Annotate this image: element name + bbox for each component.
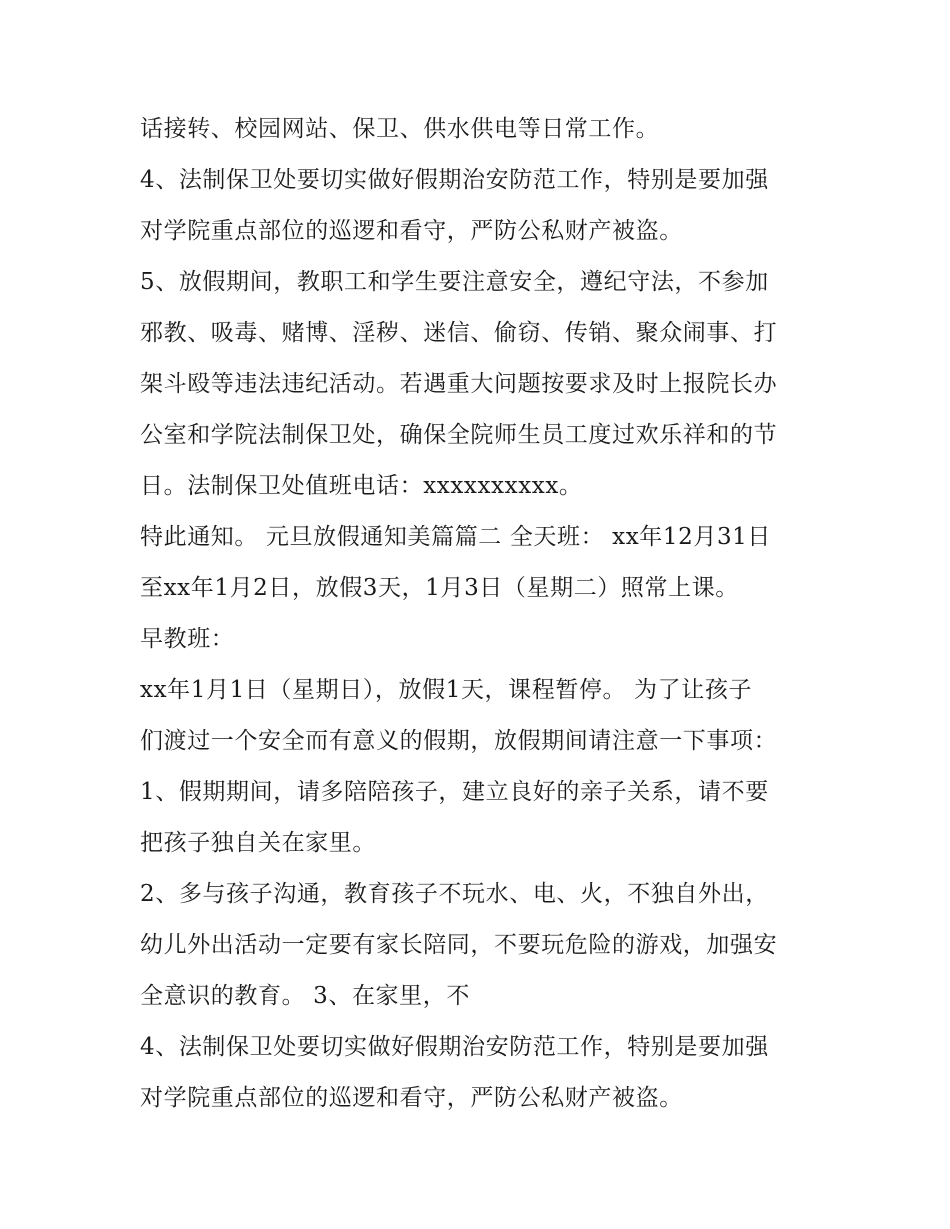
- text-line: 1、假期期间，请多陪陪孩子，建立良好的亲子关系，请不要: [140, 779, 769, 805]
- text-line: 特此通知。 元旦放假通知美篇篇二 全天班： xx年12月31日: [140, 524, 772, 550]
- text-line: 5、放假期间，教职工和学生要注意安全，遵纪守法，不参加: [140, 269, 769, 295]
- text-line: 把孩子独自关在家里。: [140, 830, 376, 856]
- text-line: 架斗殴等违法违纪活动。若遇重大问题按要求及时上报院长办: [140, 371, 778, 397]
- text-line: 4、法制保卫处要切实做好假期治安防范工作，特别是要加强: [140, 167, 769, 193]
- text-line: 2、多与孩子沟通，教育孩子不玩水、电、火，不独自外出，: [140, 881, 769, 907]
- text-line: 早教班：: [140, 626, 235, 652]
- text-line: 全意识的教育。 3、在家里，不: [140, 983, 470, 1009]
- text-line: 幼儿外出活动一定要有家长陪同，不要玩危险的游戏，加强安: [140, 932, 778, 958]
- text-line: 至xx年1月2日，放假3天，1月3日（星期二）照常上课。: [140, 575, 739, 601]
- text-line: 对学院重点部位的巡逻和看守，严防公私财产被盗。: [140, 1085, 683, 1111]
- text-line: 4、法制保卫处要切实做好假期治安防范工作，特别是要加强: [140, 1034, 769, 1060]
- text-line: 对学院重点部位的巡逻和看守，严防公私财产被盗。: [140, 218, 683, 244]
- document-body: [140, 104, 820, 1124]
- text-line: xx年1月1日（星期日），放假1天，课程暂停。 为了让孩子: [140, 677, 753, 703]
- text-line: 邪教、吸毒、赌博、淫秽、迷信、偷窃、传销、聚众闹事、打: [140, 320, 778, 346]
- text-line: 公室和学院法制保卫处，确保全院师生员工度过欢乐祥和的节: [140, 422, 778, 448]
- text-line: 们渡过一个安全而有意义的假期，放假期间请注意一下事项：: [140, 728, 778, 754]
- text-line: 日。法制保卫处值班电话：xxxxxxxxxx。: [140, 473, 583, 499]
- text-line: 话接转、校园网站、保卫、供水供电等日常工作。: [140, 116, 660, 142]
